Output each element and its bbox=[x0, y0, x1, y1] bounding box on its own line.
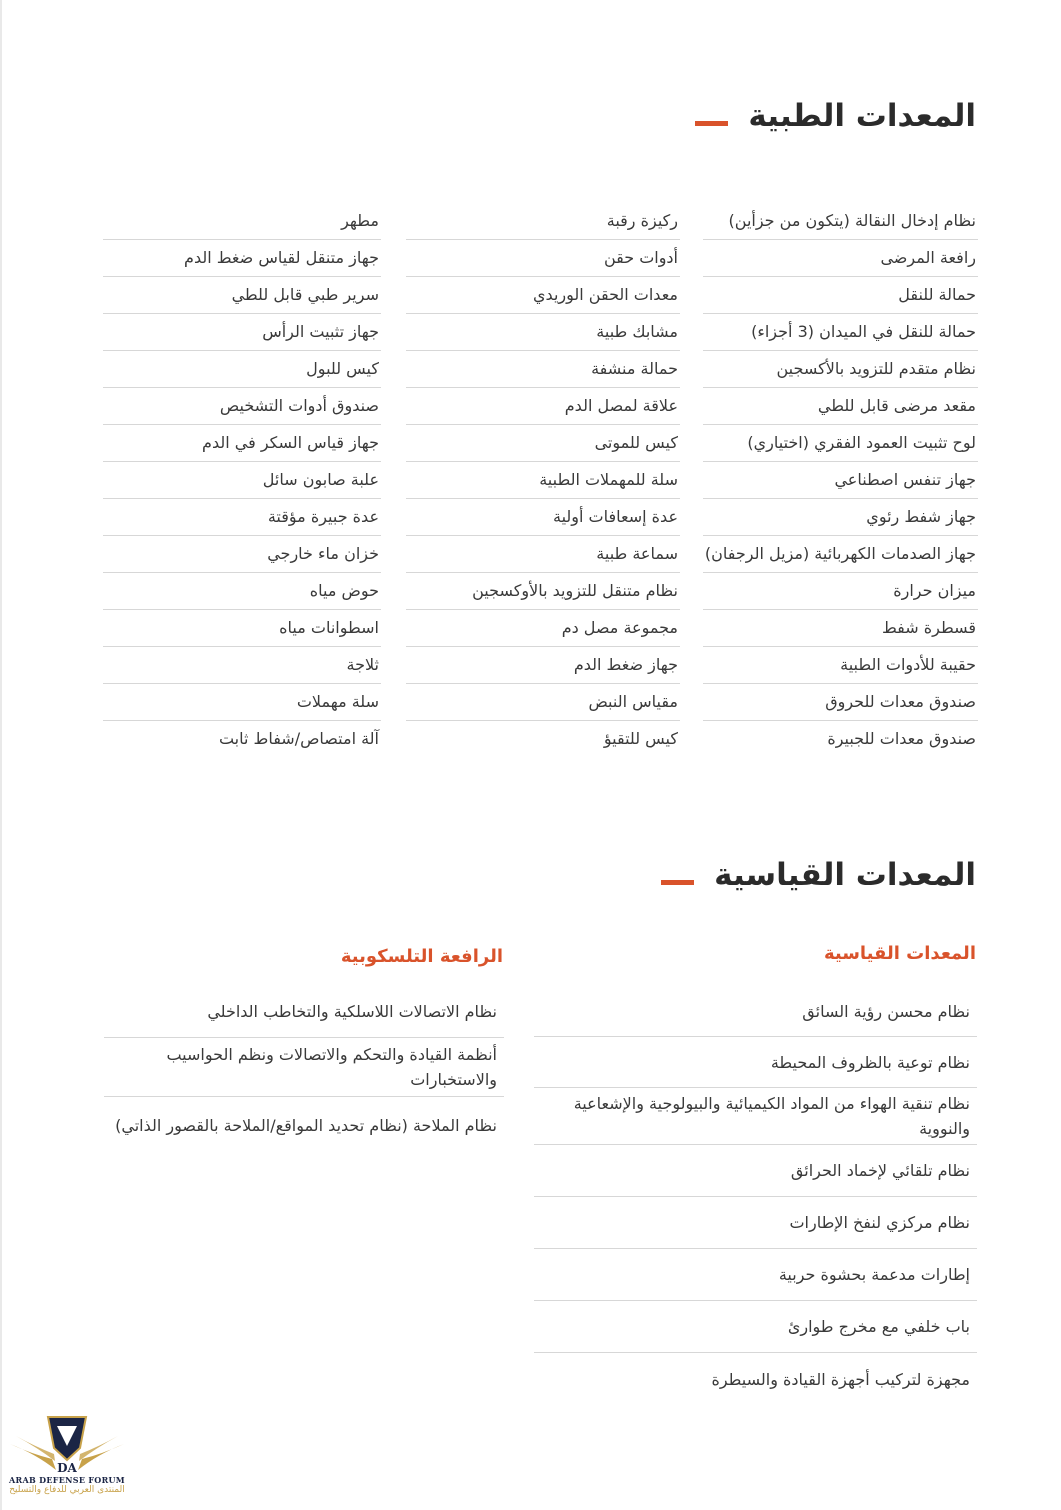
telescopic-crane-list bbox=[104, 985, 504, 1153]
medical-right-item: ميزان حرارة bbox=[703, 573, 978, 610]
medical-right-item: جهاز شفط رئوي bbox=[703, 499, 978, 536]
medical-left-item: جهاز قياس السكر في الدم bbox=[103, 425, 381, 462]
telescopic-crane-item: نظام الاتصالات اللاسلكية والتخاطب الداخلي bbox=[104, 985, 504, 1038]
medical-right-item: نظام إدخال النقالة (يتكون من جزأين) bbox=[703, 203, 978, 240]
medical-middle-item: نظام متنقل للتزويد بالأوكسجين bbox=[406, 573, 680, 610]
forum-logo-icon bbox=[8, 1414, 126, 1474]
standard-equipment-list bbox=[534, 986, 977, 1405]
standard-equipment-item: نظام تلقائي لإخماد الحرائق bbox=[534, 1145, 977, 1197]
medical-left-item: مطهر bbox=[103, 203, 381, 240]
standard-equipment-item: نظام محسن رؤية السائق bbox=[534, 986, 977, 1037]
standard-equipment-item: باب خلفي مع مخرج طوارئ bbox=[534, 1301, 977, 1353]
medical-middle-item: معدات الحقن الوريدي bbox=[406, 277, 680, 314]
watermark-english: ARAB DEFENSE FORUM bbox=[9, 1475, 125, 1485]
medical-right-item: حقيبة للأدوات الطبية bbox=[703, 647, 978, 684]
medical-right-item: جهاز تنفس اصطناعي bbox=[703, 462, 978, 499]
medical-middle-item: علاقة لمصل الدم bbox=[406, 388, 680, 425]
medical-middle-item: سماعة طبية bbox=[406, 536, 680, 573]
medical-right-item: نظام متقدم للتزويد بالأكسجين bbox=[703, 351, 978, 388]
medical-left-item: اسطوانات مياه bbox=[103, 610, 381, 647]
medical-middle-item: كيس للتقيؤ bbox=[603, 729, 678, 748]
medical-middle-item: كيس للموتى bbox=[406, 425, 680, 462]
medical-middle-item: سلة للمهملات الطبية bbox=[406, 462, 680, 499]
medical-right-item: لوح تثبيت العمود الفقري (اختياري) bbox=[703, 425, 978, 462]
medical-left-item: صندوق أدوات التشخيص bbox=[103, 388, 381, 425]
telescopic-crane-item: نظام الملاحة (نظام تحديد المواقع/الملاحة بالقصور الذاتي) bbox=[115, 1115, 497, 1135]
standard-title-accent-bar bbox=[661, 880, 694, 885]
medical-right-item: حمالة للنقل في الميدان (3 أجزاء) bbox=[703, 314, 978, 351]
medical-middle-item: ركيزة رقبة bbox=[406, 203, 680, 240]
standard-section-title bbox=[661, 857, 976, 893]
medical-column-right bbox=[703, 203, 978, 757]
medical-left-item: سلة مهملات bbox=[103, 684, 381, 721]
telescopic-crane-heading: الرافعة التلسكوبية bbox=[340, 946, 503, 967]
medical-left-item: حوض مياه bbox=[103, 573, 381, 610]
medical-left-item: كيس للبول bbox=[103, 351, 381, 388]
medical-column-left bbox=[103, 203, 381, 757]
medical-middle-item: مقياس النبض bbox=[406, 684, 680, 721]
medical-right-item: رافعة المرضى bbox=[703, 240, 978, 277]
medical-middle-item: أدوات حقن bbox=[406, 240, 680, 277]
arab-defense-forum-watermark bbox=[6, 1414, 128, 1510]
medical-left-item: علبة صابون سائل bbox=[103, 462, 381, 499]
logo-letters: DA bbox=[57, 1461, 77, 1474]
medical-left-item: ثلاجة bbox=[103, 647, 381, 684]
medical-right-item: قسطرة شفط bbox=[703, 610, 978, 647]
standard-equipment-item: إطارات مدعمة بحشوة حربية bbox=[534, 1249, 977, 1301]
medical-left-item: عدة جبيرة مؤقتة bbox=[103, 499, 381, 536]
telescopic-crane-item: أنظمة القيادة والتحكم والاتصالات ونظم الحواسيب والاستخبارات bbox=[104, 1038, 504, 1097]
standard-equipment-item: نظام تنقية الهواء من المواد الكيميائية والبيولوجية والإشعاعية والنووية bbox=[534, 1088, 977, 1145]
page-edge bbox=[0, 0, 2, 1510]
medical-title-accent-bar bbox=[695, 121, 728, 126]
medical-left-item: جهاز متنقل لقياس ضغط الدم bbox=[103, 240, 381, 277]
medical-left-item: جهاز تثبيت الرأس bbox=[103, 314, 381, 351]
standard-equipment-item: مجهزة لتركيب أجهزة القيادة والسيطرة bbox=[711, 1369, 970, 1389]
medical-left-item: آلة امتصاص/شفاط ثابت bbox=[218, 729, 379, 748]
medical-column-middle bbox=[406, 203, 680, 757]
medical-title-text: المعدات الطبية bbox=[748, 98, 976, 134]
medical-middle-item: عدة إسعافات أولية bbox=[406, 499, 680, 536]
medical-right-item: صندوق معدات للجبيرة bbox=[827, 729, 976, 748]
medical-right-item: صندوق معدات للحروق bbox=[703, 684, 978, 721]
medical-section-title bbox=[695, 98, 976, 134]
standard-equipment-item: نظام توعية بالظروف المحيطة bbox=[534, 1037, 977, 1088]
medical-middle-item: جهاز ضغط الدم bbox=[406, 647, 680, 684]
medical-right-item: جهاز الصدمات الكهربائية (مزيل الرجفان) bbox=[703, 536, 978, 573]
standard-equipment-heading: المعدات القياسية bbox=[823, 943, 976, 964]
standard-title-text: المعدات القياسية bbox=[714, 857, 976, 893]
medical-left-item: سرير طبي قابل للطي bbox=[103, 277, 381, 314]
watermark-arabic: المنتدى العربي للدفاع والتسليح bbox=[9, 1485, 125, 1495]
standard-equipment-item: نظام مركزي لنفخ الإطارات bbox=[534, 1197, 977, 1249]
medical-left-item: خزان ماء خارجي bbox=[103, 536, 381, 573]
medical-middle-item: مشابك طبية bbox=[406, 314, 680, 351]
medical-middle-item: حمالة منشفة bbox=[406, 351, 680, 388]
medical-right-item: حمالة للنقل bbox=[703, 277, 978, 314]
medical-middle-item: مجموعة مصل دم bbox=[406, 610, 680, 647]
medical-right-item: مقعد مرضى قابل للطي bbox=[703, 388, 978, 425]
